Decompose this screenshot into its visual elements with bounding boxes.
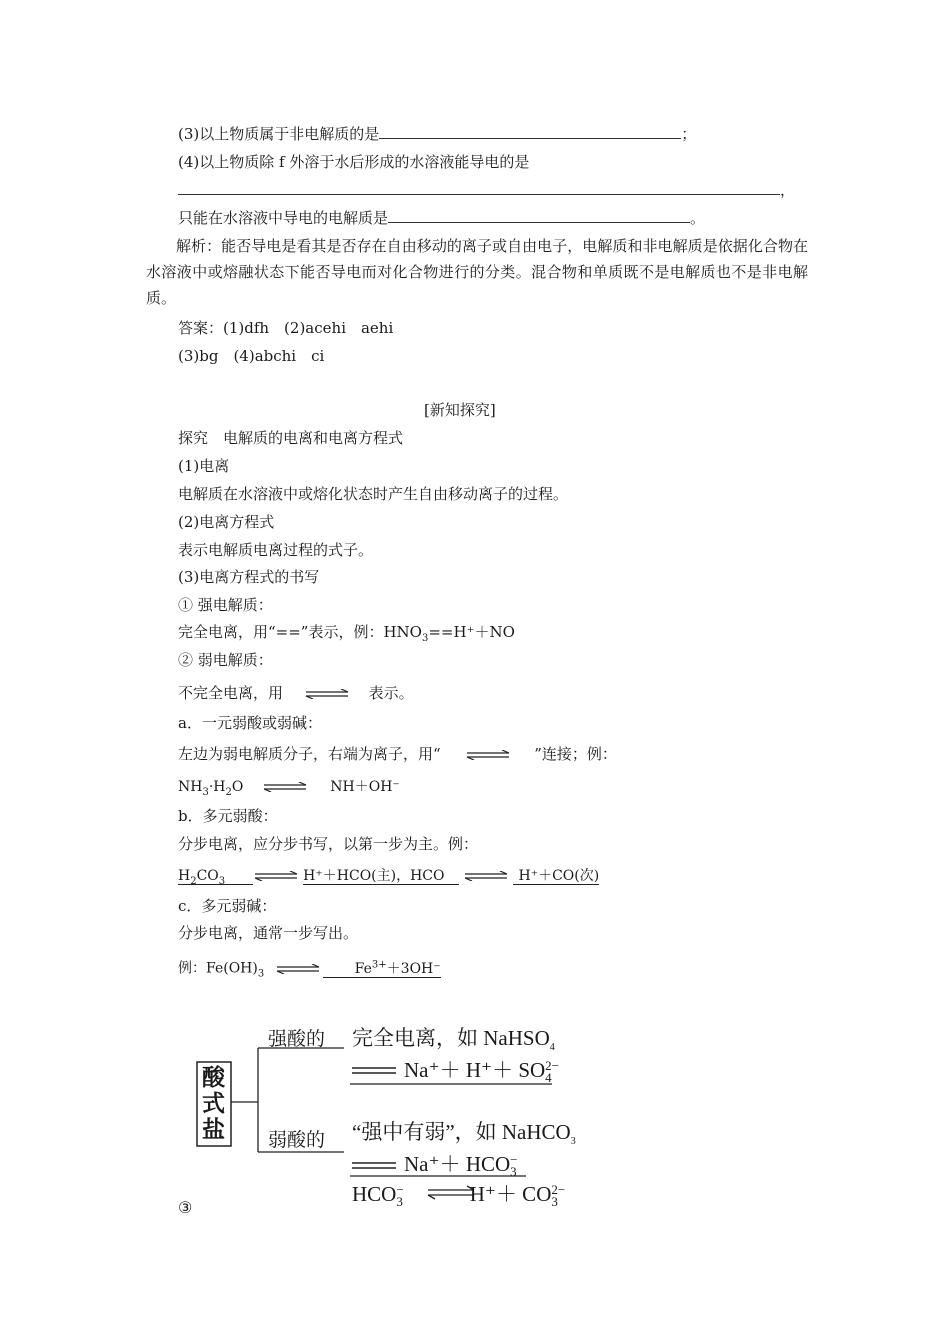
ionization-definition: 电解质在水溶液中或熔化状态时产生自由移动离子的过程。 [178,485,569,503]
acid-salt-label [202,1065,225,1143]
strong-line-1 [352,1022,555,1053]
text: Fe [354,960,372,977]
punct: 。 [690,209,706,227]
weak-electrolyte-heading: ② 弱电解质： [178,651,273,669]
answer-blank [388,208,690,223]
superscript: − [396,1182,404,1198]
section-heading: [新知探究] [424,401,496,419]
text: “强中有弱”，如 NaHCO [352,1120,571,1144]
text: ＋3OH⁻ [386,960,441,977]
superscript: 2− [551,1182,566,1198]
reversible-arrow-icon [262,782,308,792]
weak-line-3 [352,1178,565,1208]
nh3-equation [178,777,400,803]
second-step: H⁺＋CO(次) [513,868,600,885]
text: Na⁺＋ H⁺＋ SO [404,1058,546,1082]
char: 盐 [202,1117,225,1143]
text: ·H [208,779,226,795]
subscript: 3 [421,633,429,644]
superscript: 2− [545,1058,560,1074]
text: HCO [352,1182,397,1206]
charge-stack [551,1184,565,1208]
punct: ； [681,125,697,143]
question-4 [178,152,529,172]
answer-line-1: 答案：(1)dfh (2)acehi aehi [178,319,394,337]
punct: ， [780,181,796,199]
answer-line-2: (3)bg (4)abchi ci [178,347,325,365]
weak-electrolyte-text [178,683,414,703]
subscript: 3 [551,1194,558,1210]
question-4-text: (4)以上物质除 f 外溶于水后形成的水溶液能导电的是 [178,153,530,171]
answer-blank [178,180,780,195]
reversible-arrow-icon [463,871,509,881]
analysis-paragraph: 解析：能否导电是看其是否存在自由移动的离子或自由电子，电解质和非电解质是依据化合物在水溶液中或熔融状态下能否导电而对化合物进行的分类。混合物和单质既不是电解质也不是非电解质。 [146,237,808,307]
superscript: 3+ [371,959,387,970]
question-4-blank-line [178,180,795,200]
subscript: 2 [190,875,197,887]
acid-salt-diagram [196,1010,616,1210]
text: 完全电离，如 NaHSO [352,1026,550,1050]
strong-acid-label: 强酸的 [268,1028,326,1050]
weak-acid-label: 弱酸的 [268,1129,326,1151]
text: NH [178,779,203,795]
question-3 [178,124,696,144]
h2co3-formula [178,868,253,885]
reversible-arrow-icon [465,750,511,760]
heading-ionization: (1)电离 [178,457,230,475]
text: 例：Fe(OH) [178,960,258,977]
heading-equation: (2)电离方程式 [178,513,275,531]
explore-title: 探究 电解质的电离和电离方程式 [178,429,404,447]
subscript: 4 [545,1070,552,1086]
strong-line-2 [404,1054,559,1084]
weak-line-1 [352,1116,576,1147]
polyprotic-acid-heading: b．多元弱酸： [178,807,278,825]
polybasic-base-text: 分步电离，通常一步写出。 [178,924,359,942]
subscript: 3 [202,786,209,798]
subscript: 2 [225,786,232,798]
polybasic-base-heading: c．多元弱碱： [178,897,277,915]
reversible-arrow-icon [304,689,350,699]
text: ”连接；例： [534,745,617,763]
charge-stack [396,1184,403,1208]
first-step: H⁺＋HCO(主)，HCO [303,868,458,885]
charge-stack [510,1154,517,1178]
answer-blank [379,124,681,139]
text: CO [196,868,219,884]
text: H [178,868,191,884]
question-3-text: (3)以上物质属于非电解质的是 [178,125,380,143]
question-4b [178,208,705,228]
subscript: 3 [396,1194,403,1210]
charge-stack [545,1060,559,1084]
subscript: 3 [510,1164,517,1180]
text: H⁺＋ CO [469,1182,552,1206]
text: ==H⁺＋NO [428,623,515,641]
text: 完全电离，用“==”表示，例：HNO [178,623,422,641]
char: 式 [202,1091,225,1117]
text: 不完全电离，用 [178,684,284,702]
strong-electrolyte-text [178,622,515,649]
text: O [231,779,244,795]
reversible-arrow-icon [253,871,299,881]
reversible-arrow-icon [275,964,321,974]
char: 酸 [202,1065,225,1091]
text: 左边为弱电解质分子，右端为离子，用“ [178,745,441,763]
text: NH＋OH⁻ [330,779,400,795]
feoh3-equation [178,955,441,984]
equation-definition: 表示电解质电离过程的式子。 [178,541,374,559]
question-4b-text: 只能在水溶液中导电的电解质是 [178,209,389,227]
heading-writing: (3)电离方程式的书写 [178,568,320,586]
subscript: 4 [549,1042,555,1054]
strong-electrolyte-heading: ① 强电解质： [178,596,273,614]
superscript: − [510,1152,518,1168]
item-marker: ③ [178,1198,193,1217]
weak-acid-base-heading: a．一元弱酸或弱碱： [178,714,322,732]
polyprotic-acid-text: 分步电离，应分步书写，以第一步为主。例： [178,835,479,853]
h2co3-equation [178,866,599,892]
subscript: 3 [257,968,265,980]
feoh3-products [323,961,441,978]
text: Na⁺＋ HCO [404,1152,511,1176]
weak-acid-base-text [178,744,617,764]
subscript: 3 [218,875,226,887]
subscript: 3 [570,1136,576,1148]
weak-line-2 [404,1148,518,1178]
text: 表示。 [368,684,414,702]
